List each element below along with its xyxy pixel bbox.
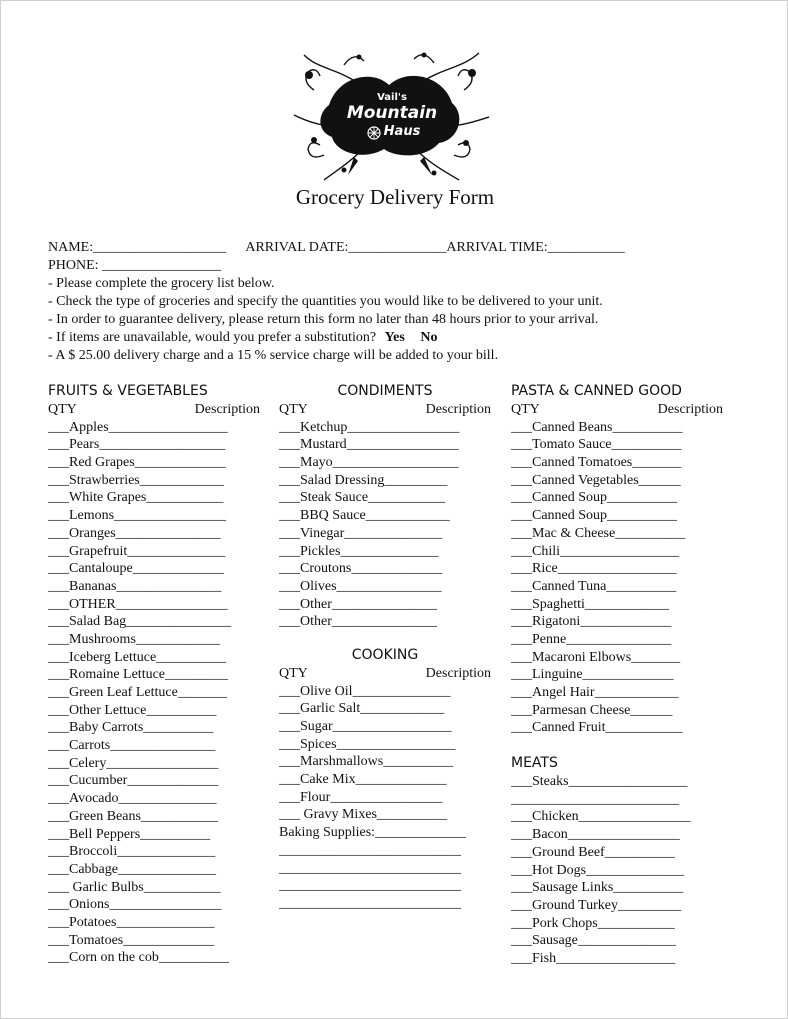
list-item[interactable]: __________________________ (279, 878, 461, 894)
list-item[interactable]: ___Canned Tomatoes_______ (511, 455, 682, 471)
list-item[interactable]: ___Pork Chops___________ (511, 915, 675, 931)
column-header (279, 665, 491, 683)
list-item[interactable]: ___Other_______________ (279, 596, 437, 612)
vails-mountain-haus-logo (284, 45, 494, 185)
list-item[interactable]: ___Sausage Links__________ (511, 880, 684, 896)
list-item[interactable]: ___Carrots_______________ (48, 738, 216, 754)
list-item[interactable]: ___Cantaloupe_____________ (48, 561, 224, 577)
list-item[interactable]: ___Oranges_______________ (48, 525, 221, 541)
list-item[interactable]: ___Pickles______________ (279, 543, 439, 559)
list-item[interactable]: ___Angel Hair____________ (511, 685, 679, 700)
list-item[interactable]: ___Corn on the cob__________ (48, 950, 229, 966)
list-item[interactable]: ___Romaine Lettuce_________ (48, 667, 229, 683)
logo-text-vails: Vail's (377, 92, 407, 103)
list-item[interactable]: ___Flour________________ (279, 789, 443, 805)
list-item[interactable]: ___Olive Oil______________ (279, 683, 451, 699)
arrival-time-field[interactable]: ARRIVAL TIME:___________ (446, 240, 625, 255)
list-item[interactable]: ___Sugar_________________ (279, 719, 452, 734)
list-item[interactable]: ___Green Leaf Lettuce_______ (48, 685, 227, 700)
list-item[interactable]: ___Cucumber_____________ (48, 773, 219, 789)
list-item[interactable]: ___Grapefruit______________ (48, 543, 226, 559)
cooking-list (279, 683, 491, 913)
phone-field[interactable]: PHONE: _________________ (48, 258, 222, 273)
list-item[interactable]: ___Rigatoni_____________ (511, 614, 672, 630)
list-item[interactable]: ___Other_______________ (279, 614, 437, 630)
list-item[interactable]: ___Broccoli______________ (48, 844, 216, 860)
list-item[interactable]: ___Garlic Salt____________ (279, 701, 445, 717)
list-item[interactable]: ___Lemons________________ (48, 508, 227, 524)
list-item[interactable]: ___Vinegar______________ (279, 525, 443, 541)
list-item[interactable]: ___Hot Dogs______________ (511, 862, 685, 878)
description-label: Description (425, 402, 491, 417)
instruction-4-row (48, 329, 437, 347)
condiments-list (279, 419, 491, 631)
list-item[interactable]: ___Spaghetti____________ (511, 596, 669, 612)
qty-label: QTY (511, 402, 540, 417)
qty-label: QTY (279, 402, 308, 417)
instruction-1: - Please complete the grocery list below. (48, 276, 275, 291)
list-item[interactable]: ___ Gravy Mixes__________ (279, 807, 447, 823)
list-item[interactable]: ___Mac & Cheese__________ (511, 525, 686, 541)
list-item[interactable]: ___Mushrooms____________ (48, 631, 220, 647)
pasta-meats-column (511, 381, 723, 968)
fruits-vegetables-heading: FRUITS & VEGETABLES (48, 383, 208, 399)
list-item[interactable]: __________________________ (279, 842, 461, 858)
list-item[interactable]: ___Iceberg Lettuce__________ (48, 649, 227, 665)
list-item[interactable]: ___Marshmallows__________ (279, 754, 454, 770)
logo-text-haus: Haus (383, 124, 421, 139)
meats-list (511, 773, 723, 968)
list-item[interactable]: ___Apples_________________ (48, 419, 228, 435)
description-label: Description (657, 402, 723, 417)
list-item[interactable]: ___Rice_________________ (511, 561, 677, 577)
condiments-cooking-column (279, 381, 491, 913)
list-item[interactable]: ___Ground Beef__________ (511, 844, 675, 860)
page-title: Grocery Delivery Form (295, 185, 495, 209)
list-item[interactable]: ___Canned Beans__________ (511, 419, 683, 435)
pasta-canned-list (511, 419, 723, 737)
list-item[interactable]: ___Pears__________________ (48, 437, 226, 453)
column-header (279, 401, 491, 419)
list-item[interactable]: ___Onions________________ (48, 897, 222, 913)
list-item[interactable]: ___Olives_______________ (279, 578, 442, 594)
list-item[interactable]: Baking Supplies:_____________ (279, 825, 467, 841)
list-item[interactable]: ___Green Beans___________ (48, 808, 218, 824)
list-item[interactable]: ___Bananas_______________ (48, 578, 222, 594)
substitution-yes[interactable]: Yes (384, 330, 405, 345)
column-header (511, 401, 723, 419)
list-item[interactable]: ___Tomato Sauce__________ (511, 437, 682, 453)
pasta-canned-heading: PASTA & CANNED GOOD (511, 383, 682, 399)
list-item[interactable]: ___Tomatoes_____________ (48, 932, 215, 948)
list-item[interactable]: ___Parmesan Cheese______ (511, 702, 673, 718)
list-item[interactable]: ___Potatoes______________ (48, 914, 215, 930)
list-item[interactable]: ___BBQ Sauce____________ (279, 508, 450, 524)
list-item[interactable]: ___Spices_________________ (279, 736, 456, 752)
list-item[interactable]: ___Bell Peppers__________ (48, 826, 211, 842)
cooking-heading: COOKING (351, 646, 419, 663)
list-item[interactable]: ___ Garlic Bulbs___________ (48, 879, 221, 895)
list-item[interactable]: ___Chicken________________ (511, 809, 691, 825)
list-item[interactable]: ___Steaks_________________ (511, 774, 688, 790)
substitution-no[interactable]: No (420, 330, 438, 345)
list-item[interactable]: __________________________ (279, 860, 461, 876)
qty-label: QTY (48, 402, 77, 417)
description-label: Description (425, 665, 491, 681)
list-item[interactable]: ___Canned Soup__________ (511, 490, 678, 506)
arrival-date-field[interactable]: ARRIVAL DATE:______________ (245, 240, 447, 255)
list-item[interactable]: ___Red Grapes_____________ (48, 455, 226, 471)
fruits-vegetables-column (48, 381, 260, 967)
list-item[interactable]: ___Chili_________________ (511, 543, 680, 559)
fruits-vegetables-list (48, 419, 260, 967)
list-item[interactable]: ___Sausage______________ (511, 933, 676, 949)
logo-text-mountain: Mountain (346, 103, 438, 123)
list-item[interactable]: ___Celery________________ (48, 755, 219, 771)
list-item[interactable]: ___Macaroni Elbows_______ (511, 649, 681, 665)
list-item[interactable]: ___Canned Soup__________ (511, 508, 678, 524)
list-item[interactable]: ___Penne_______________ (511, 631, 672, 647)
list-item[interactable]: ___Bacon________________ (511, 827, 680, 843)
list-item[interactable]: ___Salad Dressing_________ (279, 472, 448, 488)
list-item[interactable]: ___Steak Sauce___________ (279, 490, 446, 506)
list-item[interactable]: ________________________ (511, 791, 679, 807)
list-item[interactable]: ___Avocado______________ (48, 791, 217, 807)
instruction-4: - If items are unavailable, would you prefer a substitution? (48, 330, 377, 345)
list-item[interactable]: ___Strawberries____________ (48, 472, 224, 488)
list-item[interactable]: ___Canned Vegetables______ (511, 472, 681, 488)
list-item[interactable]: ___Mayo__________________ (279, 455, 459, 471)
column-header (48, 401, 260, 419)
list-item[interactable]: ___Mustard________________ (279, 437, 459, 453)
list-item[interactable]: ___Cabbage______________ (48, 861, 216, 877)
instruction-5: - A $ 25.00 delivery charge and a 15 % service charge will be added to your bill. (48, 348, 499, 363)
description-label: Description (194, 402, 260, 417)
list-item[interactable]: ___OTHER________________ (48, 596, 228, 612)
list-item[interactable]: ___White Grapes___________ (48, 490, 224, 506)
list-item[interactable]: ___Salad Bag_______________ (48, 614, 232, 630)
list-item[interactable]: ___Baby Carrots__________ (48, 720, 214, 736)
instruction-3: - In order to guarantee delivery, please return this form no later than 48 hours prior to your arrival. (48, 312, 599, 327)
list-item[interactable]: __________________________ (279, 895, 461, 911)
list-item[interactable]: ___Canned Fruit___________ (511, 720, 683, 736)
list-item[interactable]: ___Ketchup________________ (279, 419, 460, 435)
meats-heading: MEATS (511, 755, 558, 772)
list-item[interactable]: ___Cake Mix_____________ (279, 772, 447, 788)
name-arrival-row (48, 239, 625, 257)
list-item[interactable]: ___Other Lettuce__________ (48, 702, 217, 718)
list-item[interactable]: ___Fish_________________ (511, 950, 676, 966)
qty-label: QTY (279, 665, 308, 681)
list-item[interactable]: ___Linguine_____________ (511, 667, 674, 683)
list-item[interactable]: ___Ground Turkey_________ (511, 897, 681, 913)
condiments-heading: CONDIMENTS (337, 383, 433, 399)
list-item[interactable]: ___Croutons_____________ (279, 561, 443, 577)
list-item[interactable]: ___Canned Tuna__________ (511, 578, 677, 594)
name-field[interactable]: NAME:___________________ (48, 240, 227, 255)
instruction-2: - Check the type of groceries and specify the quantities you would like to be delivered to your unit. (48, 294, 603, 309)
